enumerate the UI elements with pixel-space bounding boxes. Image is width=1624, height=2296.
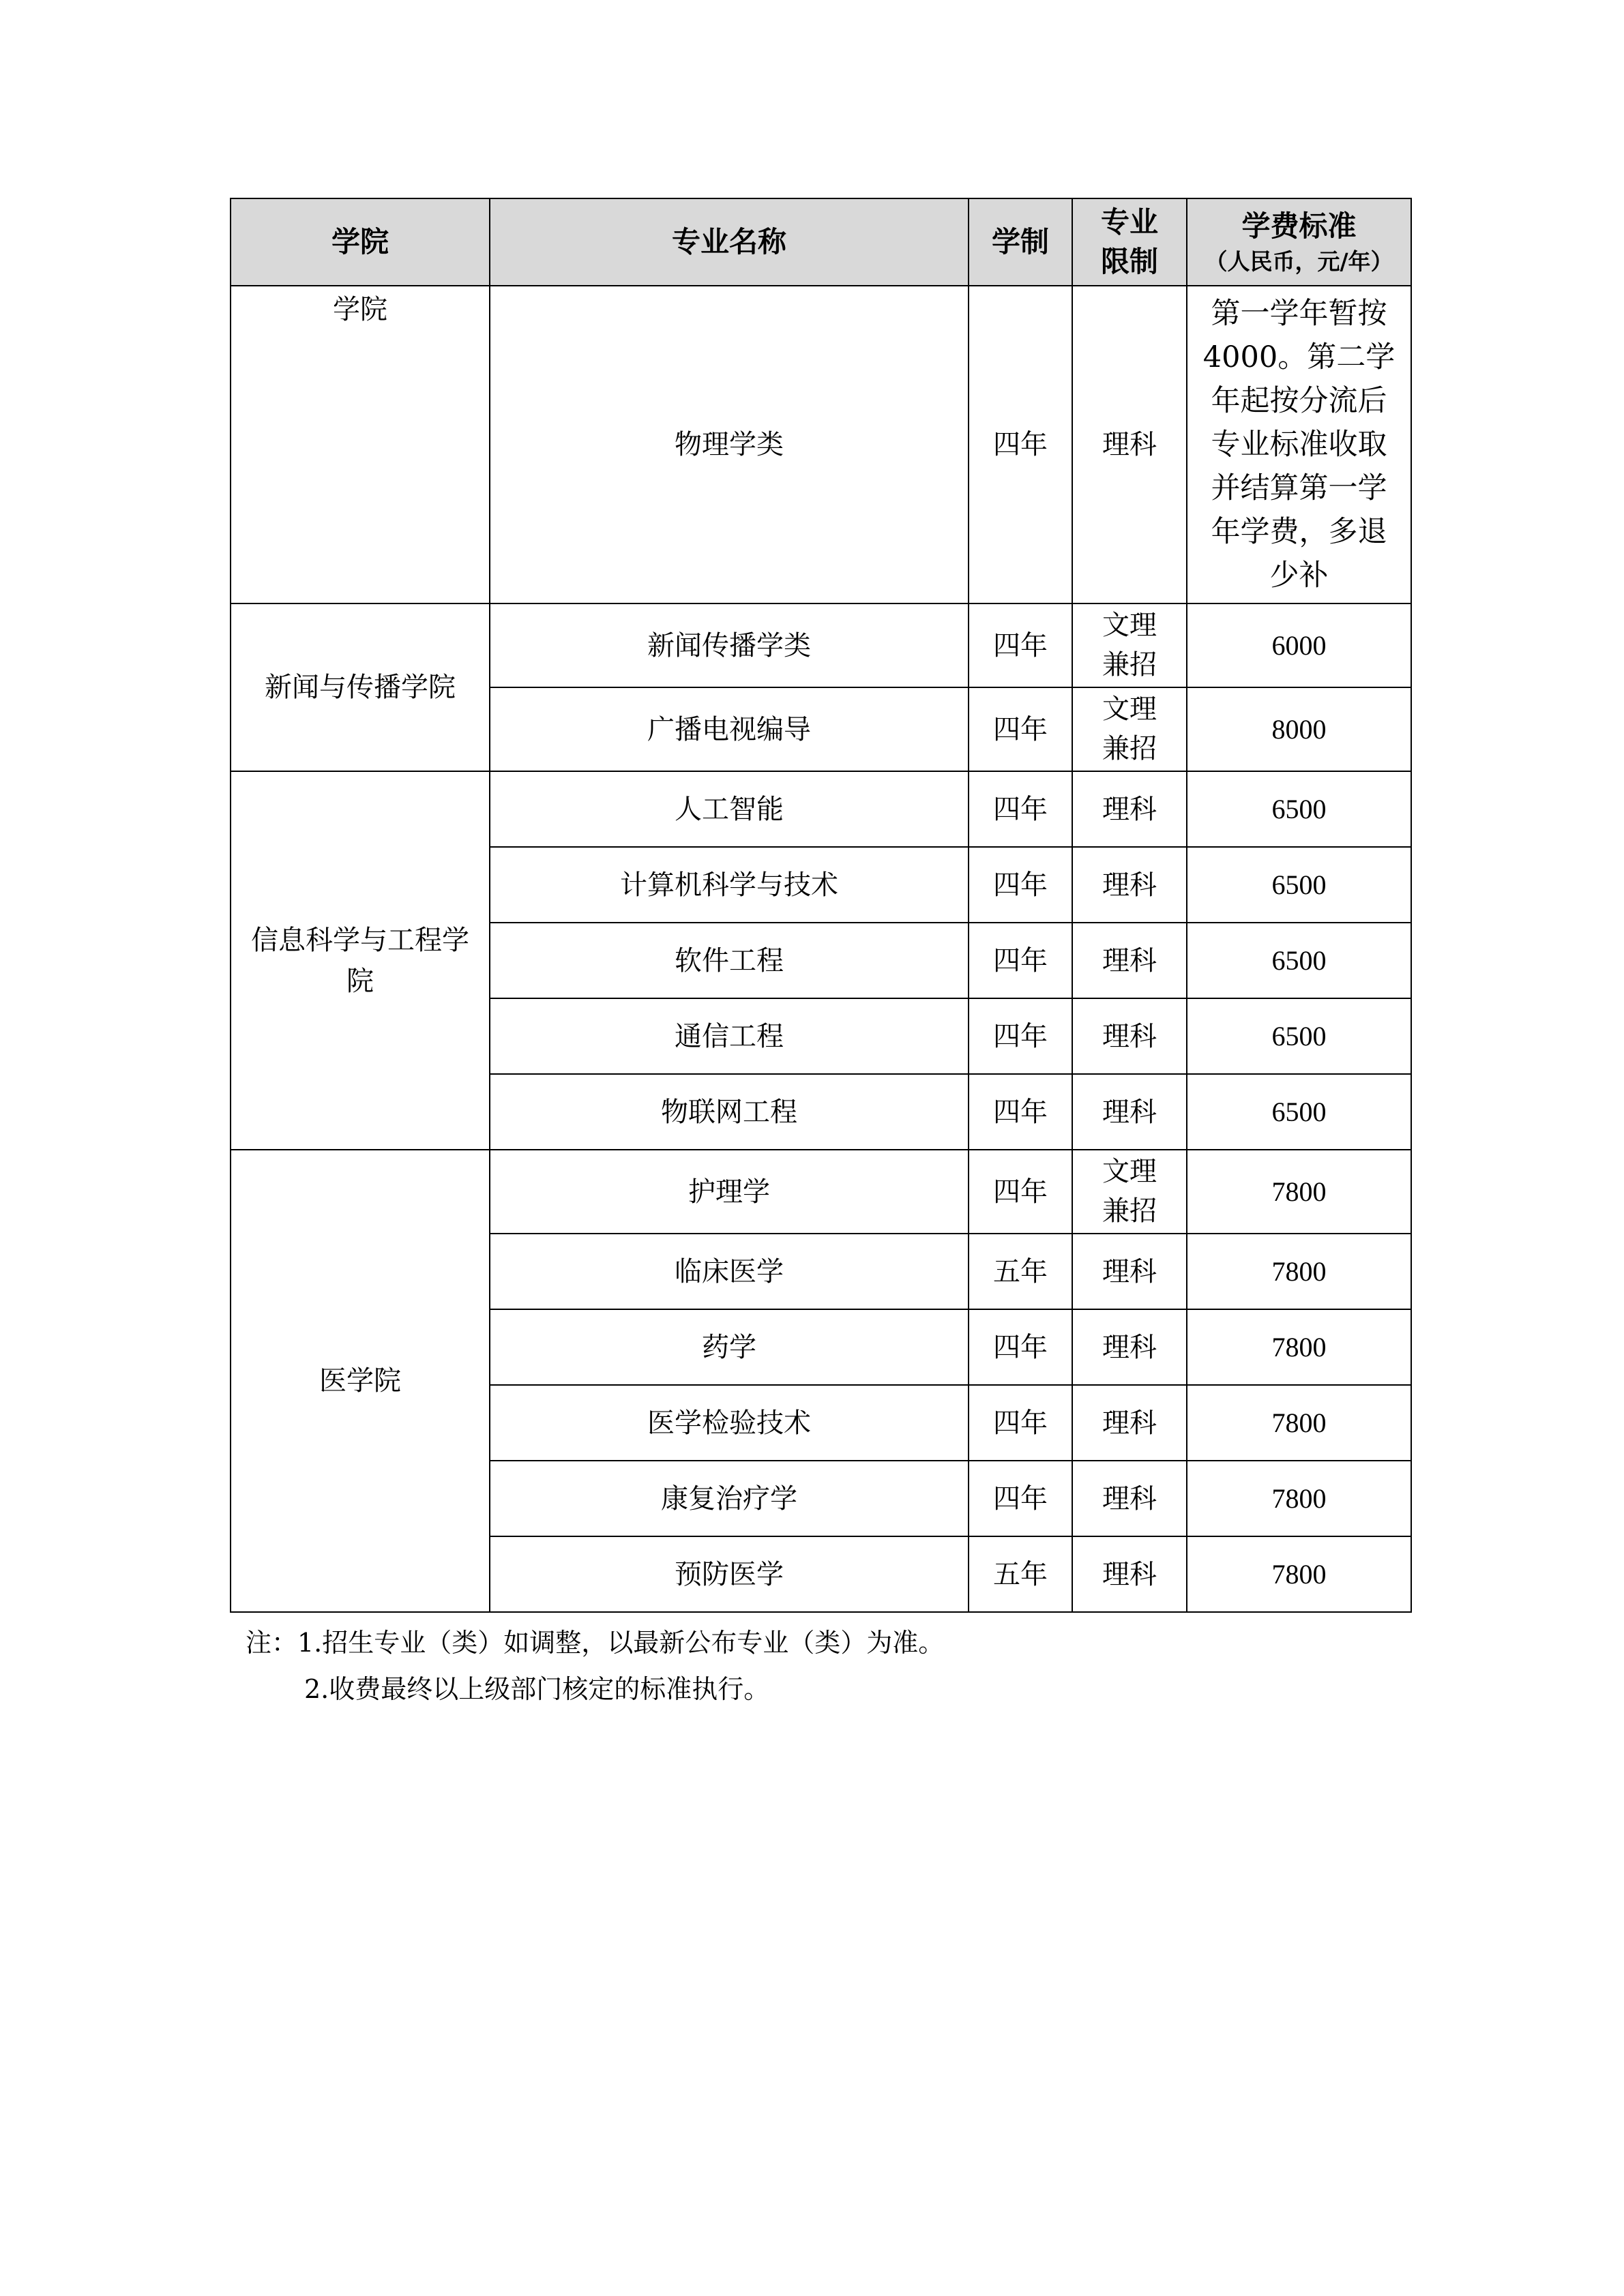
duration-cell: 四年 <box>969 1074 1072 1150</box>
major-cell: 护理学 <box>490 1150 969 1234</box>
tuition-cell: 7800 <box>1187 1150 1411 1234</box>
header-duration: 学制 <box>969 198 1072 286</box>
table-row <box>231 286 1411 603</box>
tuition-cell: 6500 <box>1187 1074 1411 1150</box>
header-restriction: 专业限制 <box>1072 198 1187 286</box>
header-major: 专业名称 <box>490 198 969 286</box>
tuition-cell: 6000 <box>1187 603 1411 687</box>
restriction-cell: 文理兼招 <box>1072 1150 1187 1234</box>
note-line-2: 2.收费最终以上级部门核定的标准执行。 <box>304 1674 770 1704</box>
duration-cell: 四年 <box>969 286 1072 603</box>
major-cell: 康复治疗学 <box>490 1461 969 1536</box>
college-cell: 医学院 <box>231 1150 490 1612</box>
major-cell: 药学 <box>490 1309 969 1385</box>
header-college: 学院 <box>231 198 490 286</box>
major-cell: 软件工程 <box>490 923 969 998</box>
restriction-cell: 文理兼招 <box>1072 603 1187 687</box>
duration-cell: 四年 <box>969 771 1072 847</box>
restriction-cell: 文理兼招 <box>1072 687 1187 771</box>
tuition-cell: 6500 <box>1187 771 1411 847</box>
major-cell: 广播电视编导 <box>490 687 969 771</box>
college-cell: 新闻与传播学院 <box>231 603 490 771</box>
restriction-cell: 理科 <box>1072 1536 1187 1612</box>
restriction-cell: 理科 <box>1072 771 1187 847</box>
table-row <box>231 603 1411 687</box>
tuition-cell: 7800 <box>1187 1309 1411 1385</box>
restriction-cell: 理科 <box>1072 1234 1187 1309</box>
duration-cell: 五年 <box>969 1536 1072 1612</box>
tuition-cell: 7800 <box>1187 1234 1411 1309</box>
restriction-cell: 理科 <box>1072 998 1187 1074</box>
header-row <box>231 198 1411 286</box>
restriction-cell: 理科 <box>1072 1309 1187 1385</box>
restriction-cell: 理科 <box>1072 286 1187 603</box>
restriction-cell: 理科 <box>1072 1074 1187 1150</box>
duration-cell: 四年 <box>969 1385 1072 1461</box>
table-row <box>231 771 1411 847</box>
duration-cell: 四年 <box>969 1461 1072 1536</box>
tuition-cell: 8000 <box>1187 687 1411 771</box>
table-notes <box>246 1620 944 1712</box>
restriction-cell: 理科 <box>1072 847 1187 923</box>
major-cell: 计算机科学与技术 <box>490 847 969 923</box>
table-row <box>231 1150 1411 1234</box>
tuition-cell: 7800 <box>1187 1536 1411 1612</box>
tuition-note: 第一学年暂按4000。第二学年起按分流后专业标准收取并结算第一学年学费，多退少补 <box>1202 297 1396 593</box>
duration-cell: 四年 <box>969 847 1072 923</box>
duration-cell: 四年 <box>969 998 1072 1074</box>
major-cell: 新闻传播学类 <box>490 603 969 687</box>
duration-cell: 五年 <box>969 1234 1072 1309</box>
tuition-cell: 7800 <box>1187 1461 1411 1536</box>
restriction-cell: 理科 <box>1072 1385 1187 1461</box>
major-cell: 临床医学 <box>490 1234 969 1309</box>
tuition-cell: 7800 <box>1187 1385 1411 1461</box>
duration-cell: 四年 <box>969 1309 1072 1385</box>
duration-cell: 四年 <box>969 923 1072 998</box>
tuition-table <box>230 198 1412 1613</box>
duration-cell: 四年 <box>969 687 1072 771</box>
header-tuition-unit: （人民币，元/年） <box>1205 248 1393 275</box>
major-cell: 通信工程 <box>490 998 969 1074</box>
tuition-cell: 6500 <box>1187 923 1411 998</box>
major-cell: 预防医学 <box>490 1536 969 1612</box>
college-cell: 学院 <box>231 286 490 603</box>
restriction-cell: 理科 <box>1072 1461 1187 1536</box>
duration-cell: 四年 <box>969 1150 1072 1234</box>
tuition-cell <box>1187 286 1411 603</box>
note-line-1: 注：1.招生专业（类）如调整，以最新公布专业（类）为准。 <box>246 1628 945 1658</box>
major-cell: 人工智能 <box>490 771 969 847</box>
tuition-cell: 6500 <box>1187 847 1411 923</box>
tuition-cell: 6500 <box>1187 998 1411 1074</box>
restriction-cell: 理科 <box>1072 923 1187 998</box>
duration-cell: 四年 <box>969 603 1072 687</box>
major-cell: 医学检验技术 <box>490 1385 969 1461</box>
major-cell: 物理学类 <box>490 286 969 603</box>
college-cell: 信息科学与工程学院 <box>231 771 490 1150</box>
header-tuition <box>1187 198 1411 286</box>
header-tuition-title: 学费标准 <box>1241 209 1357 243</box>
major-cell: 物联网工程 <box>490 1074 969 1150</box>
